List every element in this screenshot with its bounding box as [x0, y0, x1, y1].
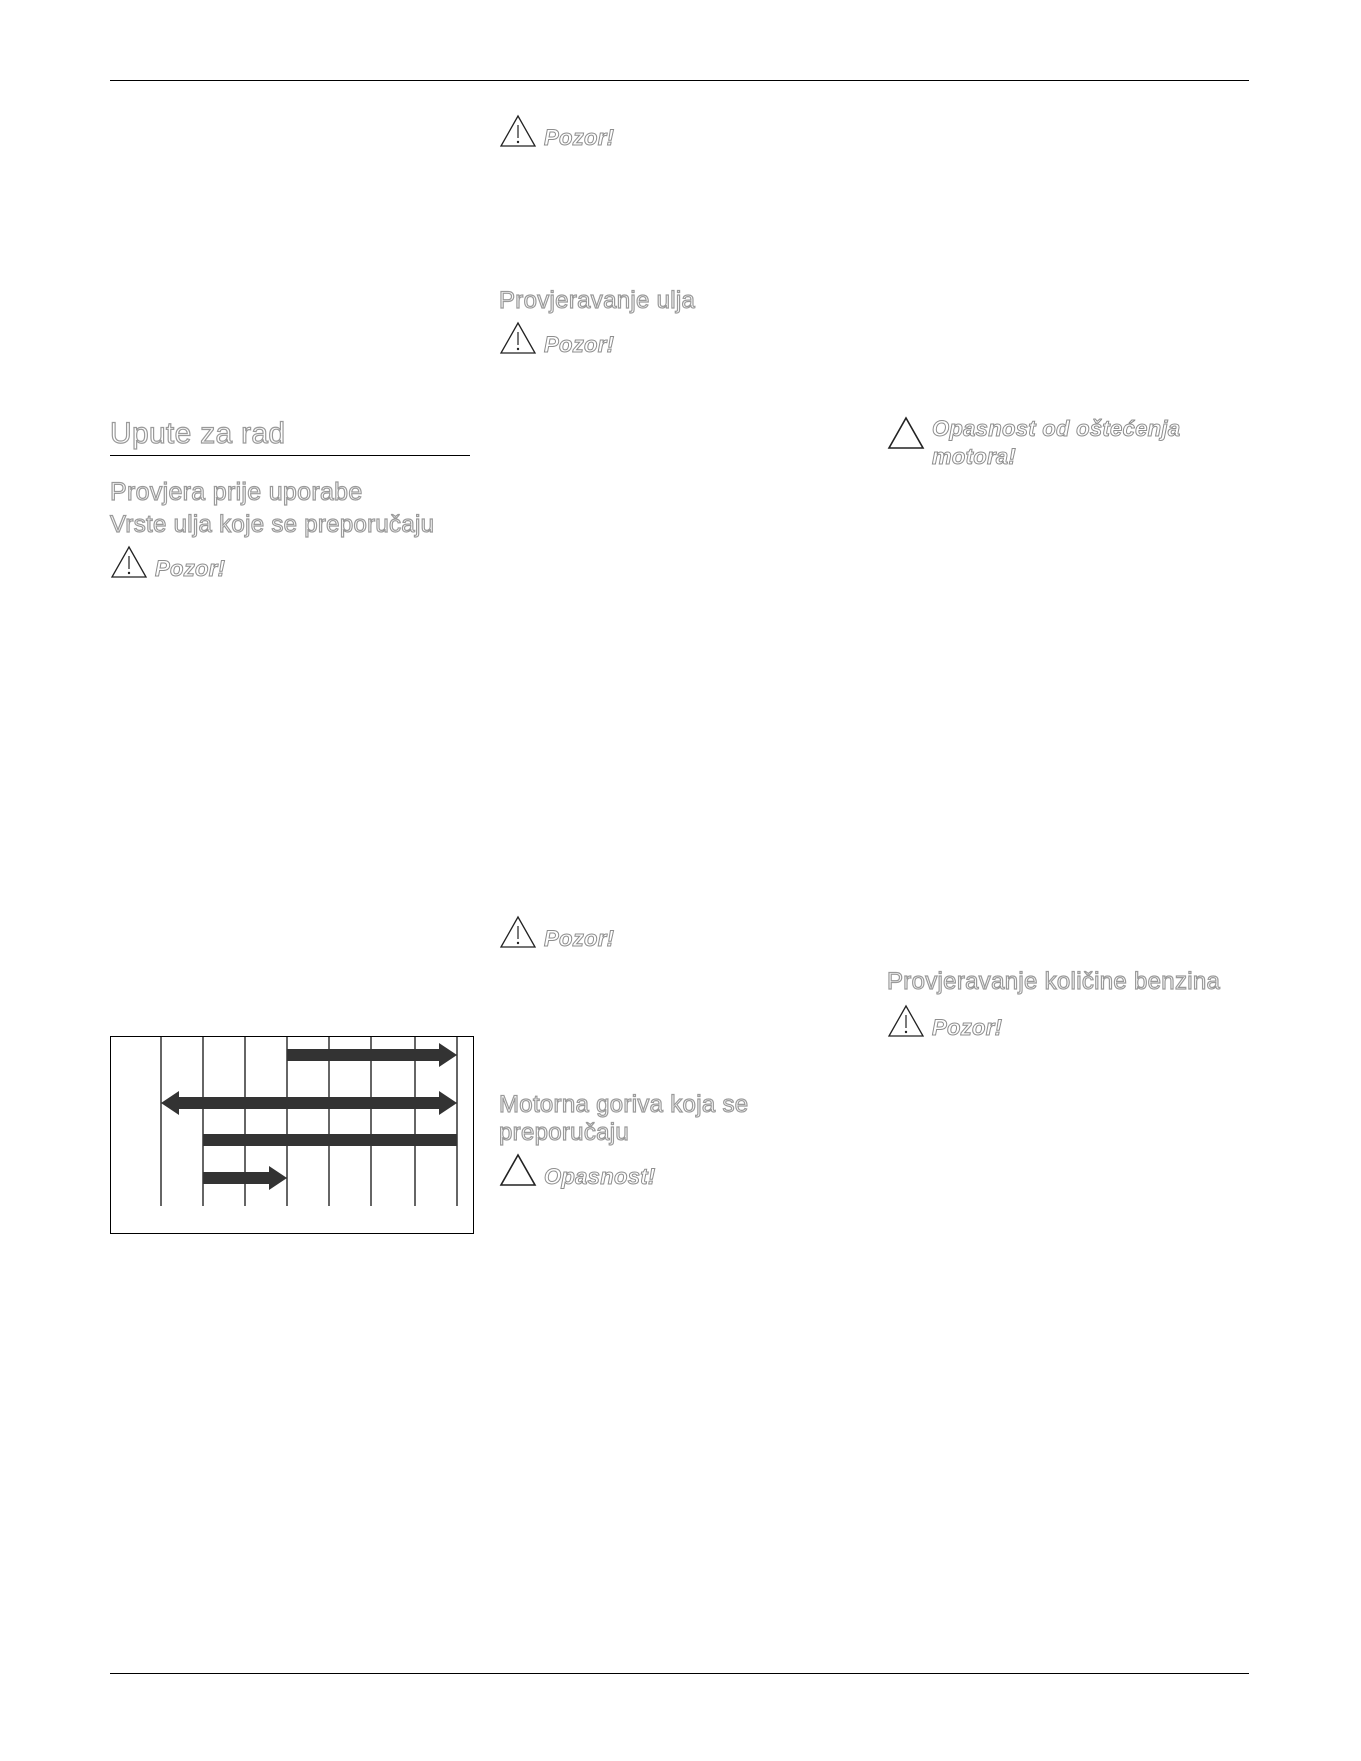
oil-temperature-range-chart [110, 1036, 474, 1234]
subheading-recommended-oils: Vrste ulja koje se preporučaju [110, 511, 435, 538]
warning-icon [499, 915, 537, 949]
engine-damage-danger-line2: motora! [932, 444, 1016, 469]
subheading-pre-use-check: Provjera prije uporabe [110, 478, 363, 506]
header-rule [110, 80, 1249, 81]
danger-icon [499, 1153, 537, 1187]
warning-icon [499, 321, 537, 355]
warning-label: Pozor! [544, 926, 615, 951]
subheading-petrol-quantity-check: Provjeravanje količine benzina [887, 968, 1221, 995]
footer-rule [110, 1673, 1249, 1674]
subheading-oil-check: Provjeravanje ulja [499, 287, 696, 314]
danger-icon [887, 416, 925, 450]
warning-icon [499, 114, 537, 148]
subheading-recommended-fuels-line2: preporučaju [499, 1119, 630, 1146]
engine-damage-danger-line1: Opasnost od oštećenja [932, 416, 1181, 441]
section-heading-operating-instructions: Upute za rad [110, 417, 286, 450]
warning-icon [887, 1004, 925, 1038]
section-heading-underline [110, 455, 470, 456]
danger-label: Opasnost! [544, 1164, 656, 1189]
warning-label: Pozor! [932, 1015, 1003, 1040]
chart-range-arrow [203, 1134, 457, 1146]
warning-icon [110, 545, 148, 579]
warning-label: Pozor! [155, 556, 226, 581]
subheading-recommended-fuels-line1: Motorna goriva koja se [499, 1091, 749, 1118]
warning-label: Pozor! [544, 125, 615, 150]
warning-label: Pozor! [544, 332, 615, 357]
